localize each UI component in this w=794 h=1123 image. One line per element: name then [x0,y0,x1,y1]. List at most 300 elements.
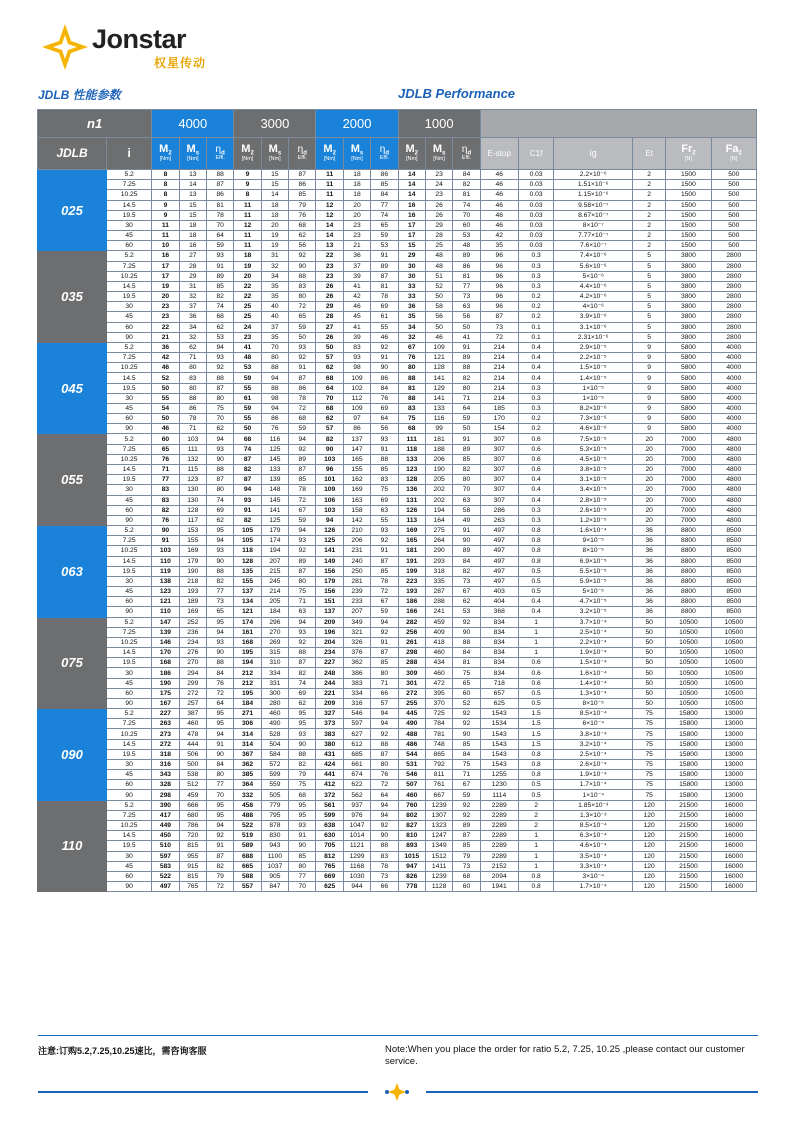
table-cell: 179 [316,576,343,586]
table-cell: 0.6 [518,668,554,678]
table-cell: 1.51×10⁻⁶ [554,180,633,190]
table-cell: 5800 [666,342,711,352]
speed-header-blank [480,110,756,138]
table-cell: 21500 [666,871,711,881]
table-cell: 59 [453,790,480,800]
table-cell: 1411 [425,861,452,871]
table-cell: 45 [107,861,152,871]
table-cell: 1 [518,861,554,871]
table-cell: 50 [633,688,666,698]
table-cell: 546 [398,770,425,780]
table-cell: 75 [633,759,666,769]
table-cell: 90 [289,739,316,749]
table-cell: 8.67×10⁻⁷ [554,210,633,220]
table-cell: 87 [371,271,398,281]
table-cell: 74 [206,302,233,312]
table-cell: 8.5×10⁻⁴ [554,821,633,831]
table-cell: 269 [261,637,288,647]
table-cell: 395 [425,688,452,698]
table-cell: 383 [343,678,370,688]
table-cell: 3.1×10⁻⁵ [554,475,633,485]
table-cell: 87 [206,475,233,485]
table-cell: 93 [289,821,316,831]
table-cell: 8500 [711,536,756,546]
table-cell: 88 [289,749,316,759]
table-cell: 95 [206,719,233,729]
table-cell: 14 [179,180,206,190]
table-row [38,871,757,881]
table-cell: 497 [480,566,518,576]
table-cell: 33 [398,292,425,302]
table-cell: 765 [316,861,343,871]
table-cell: 34 [261,271,288,281]
table-cell: 4800 [711,515,756,525]
table-cell: 20 [633,444,666,454]
table-cell: 69 [289,688,316,698]
table-cell: 18 [179,231,206,241]
table-cell: 14 [316,220,343,230]
table-row [38,241,757,251]
table-cell: 20 [234,271,261,281]
table-cell: 15 [179,200,206,210]
table-cell: 209 [316,617,343,627]
table-cell: 59 [234,403,261,413]
table-cell: 82 [453,180,480,190]
footer-rule-right [426,1091,758,1093]
table-cell: 103 [316,505,343,515]
table-cell: 77 [152,475,179,485]
table-cell: 8800 [666,587,711,597]
table-cell: 60 [107,871,152,881]
table-cell: 66 [371,882,398,892]
table-cell: 92 [371,342,398,352]
table-cell: 2800 [711,261,756,271]
table-cell: 17 [398,231,425,241]
table-cell: 372 [316,790,343,800]
table-row [38,393,757,403]
table-cell: 82 [234,464,261,474]
table-cell: 13000 [711,759,756,769]
table-cell: 90 [453,536,480,546]
table-cell: 802 [398,810,425,820]
table-cell: 25 [234,302,261,312]
table-cell: 9.58×10⁻⁷ [554,200,633,210]
table-cell: 65 [371,220,398,230]
table-cell: 80 [179,363,206,373]
table-row [38,597,757,607]
table-cell: 21500 [666,882,711,892]
table-cell: 10.25 [107,454,152,464]
table-cell: 0.5 [518,566,554,576]
table-row [38,383,757,393]
table-cell: 120 [633,810,666,820]
table-cell: 75 [633,790,666,800]
table-cell: 0.3 [518,393,554,403]
table-cell: 0.5 [518,576,554,586]
table-cell: 16000 [711,861,756,871]
table-cell: 78 [371,576,398,586]
table-cell: 264 [425,536,452,546]
table-cell: 0.6 [518,444,554,454]
table-cell: 36 [152,342,179,352]
table-cell: 55 [371,515,398,525]
table-cell: 88 [371,841,398,851]
table-cell: 31 [179,281,206,291]
table-cell: 45 [343,312,370,322]
table-cell: 599 [261,770,288,780]
table-cell: 5.2 [107,342,152,352]
table-cell: 3.1×10⁻⁶ [554,322,633,332]
m2-col-4000: M2 [Nm] [152,138,179,170]
table-cell: 12 [316,210,343,220]
table-cell: 77 [453,281,480,291]
table-cell: 36 [398,302,425,312]
table-cell: 82 [152,505,179,515]
table-cell: 120 [633,831,666,841]
table-cell: 33 [398,281,425,291]
table-cell: 5 [633,281,666,291]
table-cell: 9 [152,200,179,210]
table-cell: 36 [633,526,666,536]
model-label: JDLB [38,138,107,170]
speed-4000: 4000 [152,110,234,138]
table-row [38,322,757,332]
table-cell: 7.25 [107,261,152,271]
table-cell: 134 [234,597,261,607]
table-cell: 10500 [666,688,711,698]
table-cell: 58 [425,302,452,312]
table-cell: 1299 [343,851,370,861]
table-cell: 2289 [480,851,518,861]
table-cell: 53 [453,607,480,617]
table-cell: 1 [518,617,554,627]
table-cell: 14.5 [107,200,152,210]
table-cell: 5800 [666,373,711,383]
table-cell: 179 [261,526,288,536]
table-cell: 2.5×10⁻⁴ [554,749,633,759]
table-cell: 92 [453,719,480,729]
table-cell: 2800 [711,302,756,312]
table-row [38,882,757,892]
table-cell: 78 [289,485,316,495]
table-cell: 5800 [666,424,711,434]
table-cell: 73 [371,871,398,881]
table-cell: 135 [234,566,261,576]
eta-col-1000: ηd Effi. [453,138,480,170]
table-cell: 142 [343,515,370,525]
table-cell: 88 [371,454,398,464]
table-cell: 3800 [666,292,711,302]
table-cell: 1121 [343,841,370,851]
table-cell: 0.5 [518,587,554,597]
table-cell: 8×10⁻⁵ [554,546,633,556]
table-cell: 20 [633,454,666,464]
table-cell: 16000 [711,871,756,881]
table-cell: 0.2 [518,302,554,312]
table-cell: 21500 [666,851,711,861]
table-cell: 137 [316,607,343,617]
table-cell: 15 [398,241,425,251]
table-cell: 32 [398,332,425,342]
table-cell: 120 [633,841,666,851]
table-cell: 685 [343,749,370,759]
table-cell: 1.3×10⁻³ [554,810,633,820]
table-cell: 488 [234,810,261,820]
table-cell: 210 [343,526,370,536]
table-cell: 572 [261,759,288,769]
table-cell: 77 [371,200,398,210]
table-cell: 362 [234,759,261,769]
table-cell: 53 [371,241,398,251]
table-cell: 155 [234,576,261,586]
table-cell: 826 [398,871,425,881]
table-cell: 19 [234,261,261,271]
table-cell: 976 [343,810,370,820]
table-cell: 19.5 [107,566,152,576]
table-cell: 23 [316,271,343,281]
table-cell: 110 [152,607,179,617]
table-cell: 73 [480,322,518,332]
table-cell: 19 [152,281,179,291]
table-cell: 272 [179,688,206,698]
table-cell: 70 [453,210,480,220]
table-cell: 227 [152,709,179,719]
table-cell: 1307 [425,810,452,820]
table-cell: 3800 [666,332,711,342]
table-cell: 13000 [711,739,756,749]
table-cell: 13000 [711,770,756,780]
table-cell: 5.2 [107,800,152,810]
table-cell: 70 [206,414,233,424]
table-cell: 309 [398,668,425,678]
eta-col-3000: ηd Effi. [289,138,316,170]
table-cell: 4.6×10⁻⁴ [554,841,633,851]
table-cell: 20 [633,475,666,485]
table-cell: 5.2 [107,617,152,627]
table-cell: 705 [316,841,343,851]
table-cell: 121 [425,353,452,363]
table-cell: 1941 [480,882,518,892]
speed-3000: 3000 [234,110,316,138]
table-cell: 94 [371,800,398,810]
table-cell: 390 [152,800,179,810]
table-cell: 10500 [666,668,711,678]
table-cell: 96 [316,464,343,474]
table-cell: 88 [398,393,425,403]
table-cell: 84 [453,170,480,180]
table-cell: 26 [316,332,343,342]
table-cell: 10500 [666,627,711,637]
table-cell: 307 [480,444,518,454]
table-cell: 30 [398,261,425,271]
table-cell: 0.4 [518,607,554,617]
table-cell: 3.8×10⁻⁵ [554,464,633,474]
table-cell: 10500 [711,688,756,698]
table-cell: 204 [316,637,343,647]
table-cell: 2 [633,170,666,180]
table-cell: 50 [289,332,316,342]
table-cell: 193 [179,587,206,597]
model-size-cell: 063 [38,526,107,618]
table-row [38,251,757,261]
table-cell: 13000 [711,780,756,790]
table-cell: 1.7×10⁻⁴ [554,882,633,892]
table-cell: 30 [107,576,152,586]
table-cell: 10500 [666,698,711,708]
table-cell: 93 [206,251,233,261]
table-cell: 116 [425,414,452,424]
table-cell: 167 [152,698,179,708]
table-cell: 50 [152,414,179,424]
table-cell: 93 [289,627,316,637]
table-cell: 500 [711,200,756,210]
table-cell: 0.3 [518,271,554,281]
table-cell: 14 [398,190,425,200]
table-cell: 35 [480,241,518,251]
table-cell: 0.03 [518,200,554,210]
table-cell: 26 [316,281,343,291]
table-cell: 955 [179,851,206,861]
table-cell: 296 [261,617,288,627]
table-cell: 36 [633,556,666,566]
table-cell: 9 [234,180,261,190]
table-row [38,526,757,536]
table-cell: 30 [107,485,152,495]
ms-col-2000: Ms [Nm] [343,138,370,170]
table-cell: 14.5 [107,556,152,566]
table-cell: 59 [289,515,316,525]
table-cell: 8500 [711,587,756,597]
table-cell: 87 [206,180,233,190]
table-cell: 9 [633,424,666,434]
table-cell: 60 [107,688,152,698]
table-cell: 5.2 [107,526,152,536]
table-cell: 597 [343,719,370,729]
table-cell: 546 [343,709,370,719]
table-cell: 83 [371,851,398,861]
brand-subtitle: 权星传动 [154,56,207,70]
table-cell: 154 [480,424,518,434]
table-cell: 90 [206,648,233,658]
table-cell: 72 [206,882,233,892]
table-cell: 5.2 [107,709,152,719]
table-cell: 8 [152,180,179,190]
table-cell: 0.5 [518,688,554,698]
table-cell: 36 [633,566,666,576]
table-cell: 64 [371,790,398,800]
table-cell: 834 [480,637,518,647]
table-cell: 36 [633,597,666,607]
table-cell: 490 [261,719,288,729]
table-cell: 1349 [425,841,452,851]
table-row [38,607,757,617]
table-cell: 625 [316,882,343,892]
fr-col: Fr2 [N] [666,138,711,170]
table-cell: 55 [371,322,398,332]
table-cell: 5 [633,271,666,281]
table-cell: 87 [289,170,316,180]
table-cell: 94 [206,342,233,352]
table-cell: 2.2×10⁻⁴ [554,637,633,647]
table-cell: 136 [398,485,425,495]
table-cell: 905 [261,871,288,881]
table-cell: 70 [261,342,288,352]
table-cell: 386 [343,668,370,678]
table-cell: 13000 [711,749,756,759]
table-cell: 49 [453,515,480,525]
table-cell: 2289 [480,810,518,820]
table-cell: 1.7×10⁻⁴ [554,780,633,790]
table-cell: 80 [261,353,288,363]
table-cell: 17 [152,261,179,271]
table-cell: 240 [343,556,370,566]
table-cell: 25 [425,241,452,251]
table-cell: 165 [343,454,370,464]
table-cell: 130 [179,485,206,495]
table-cell: 2 [633,200,666,210]
table-cell: 120 [633,861,666,871]
table-cell: 830 [261,831,288,841]
table-cell: 111 [179,444,206,454]
table-cell: 23 [425,170,452,180]
table-cell: 810 [398,831,425,841]
table-cell: 6×10⁻⁴ [554,719,633,729]
table-cell: 5.6×10⁻⁶ [554,261,633,271]
table-cell: 3.5×10⁻⁴ [554,851,633,861]
table-cell: 18 [179,220,206,230]
table-cell: 214 [480,383,518,393]
table-cell: 85 [289,851,316,861]
table-cell: 4800 [711,454,756,464]
table-cell: 168 [234,637,261,647]
table-cell: 79 [453,851,480,861]
table-row [38,302,757,312]
table-cell: 65 [152,444,179,454]
table-cell: 500 [711,180,756,190]
table-cell: 380 [316,739,343,749]
table-cell: 19 [261,241,288,251]
table-cell: 101 [316,475,343,485]
table-cell: 332 [234,790,261,800]
table-cell: 3.7×10⁻⁴ [554,617,633,627]
table-cell: 87 [206,383,233,393]
table-row [38,729,757,739]
table-cell: 20 [633,485,666,495]
table-cell: 125 [316,536,343,546]
table-cell: 48 [425,261,452,271]
table-cell: 0.03 [518,190,554,200]
table-cell: 123 [152,587,179,597]
table-cell: 90 [107,424,152,434]
table-cell: 7.25 [107,719,152,729]
table-cell: 5 [633,261,666,271]
table-cell: 91 [152,536,179,546]
table-cell: 27 [179,251,206,261]
table-cell: 472 [425,678,452,688]
table-cell: 331 [261,678,288,688]
table-cell: 155 [343,464,370,474]
table-cell: 1×10⁻⁴ [554,790,633,800]
table-cell: 48 [453,241,480,251]
table-cell: 147 [152,617,179,627]
table-cell: 60 [107,241,152,251]
table-cell: 139 [261,475,288,485]
table-cell: 0.3 [518,515,554,525]
table-cell: 46 [480,220,518,230]
table-cell: 21 [152,332,179,342]
table-cell: 0.03 [518,231,554,241]
table-cell: 5800 [666,383,711,393]
